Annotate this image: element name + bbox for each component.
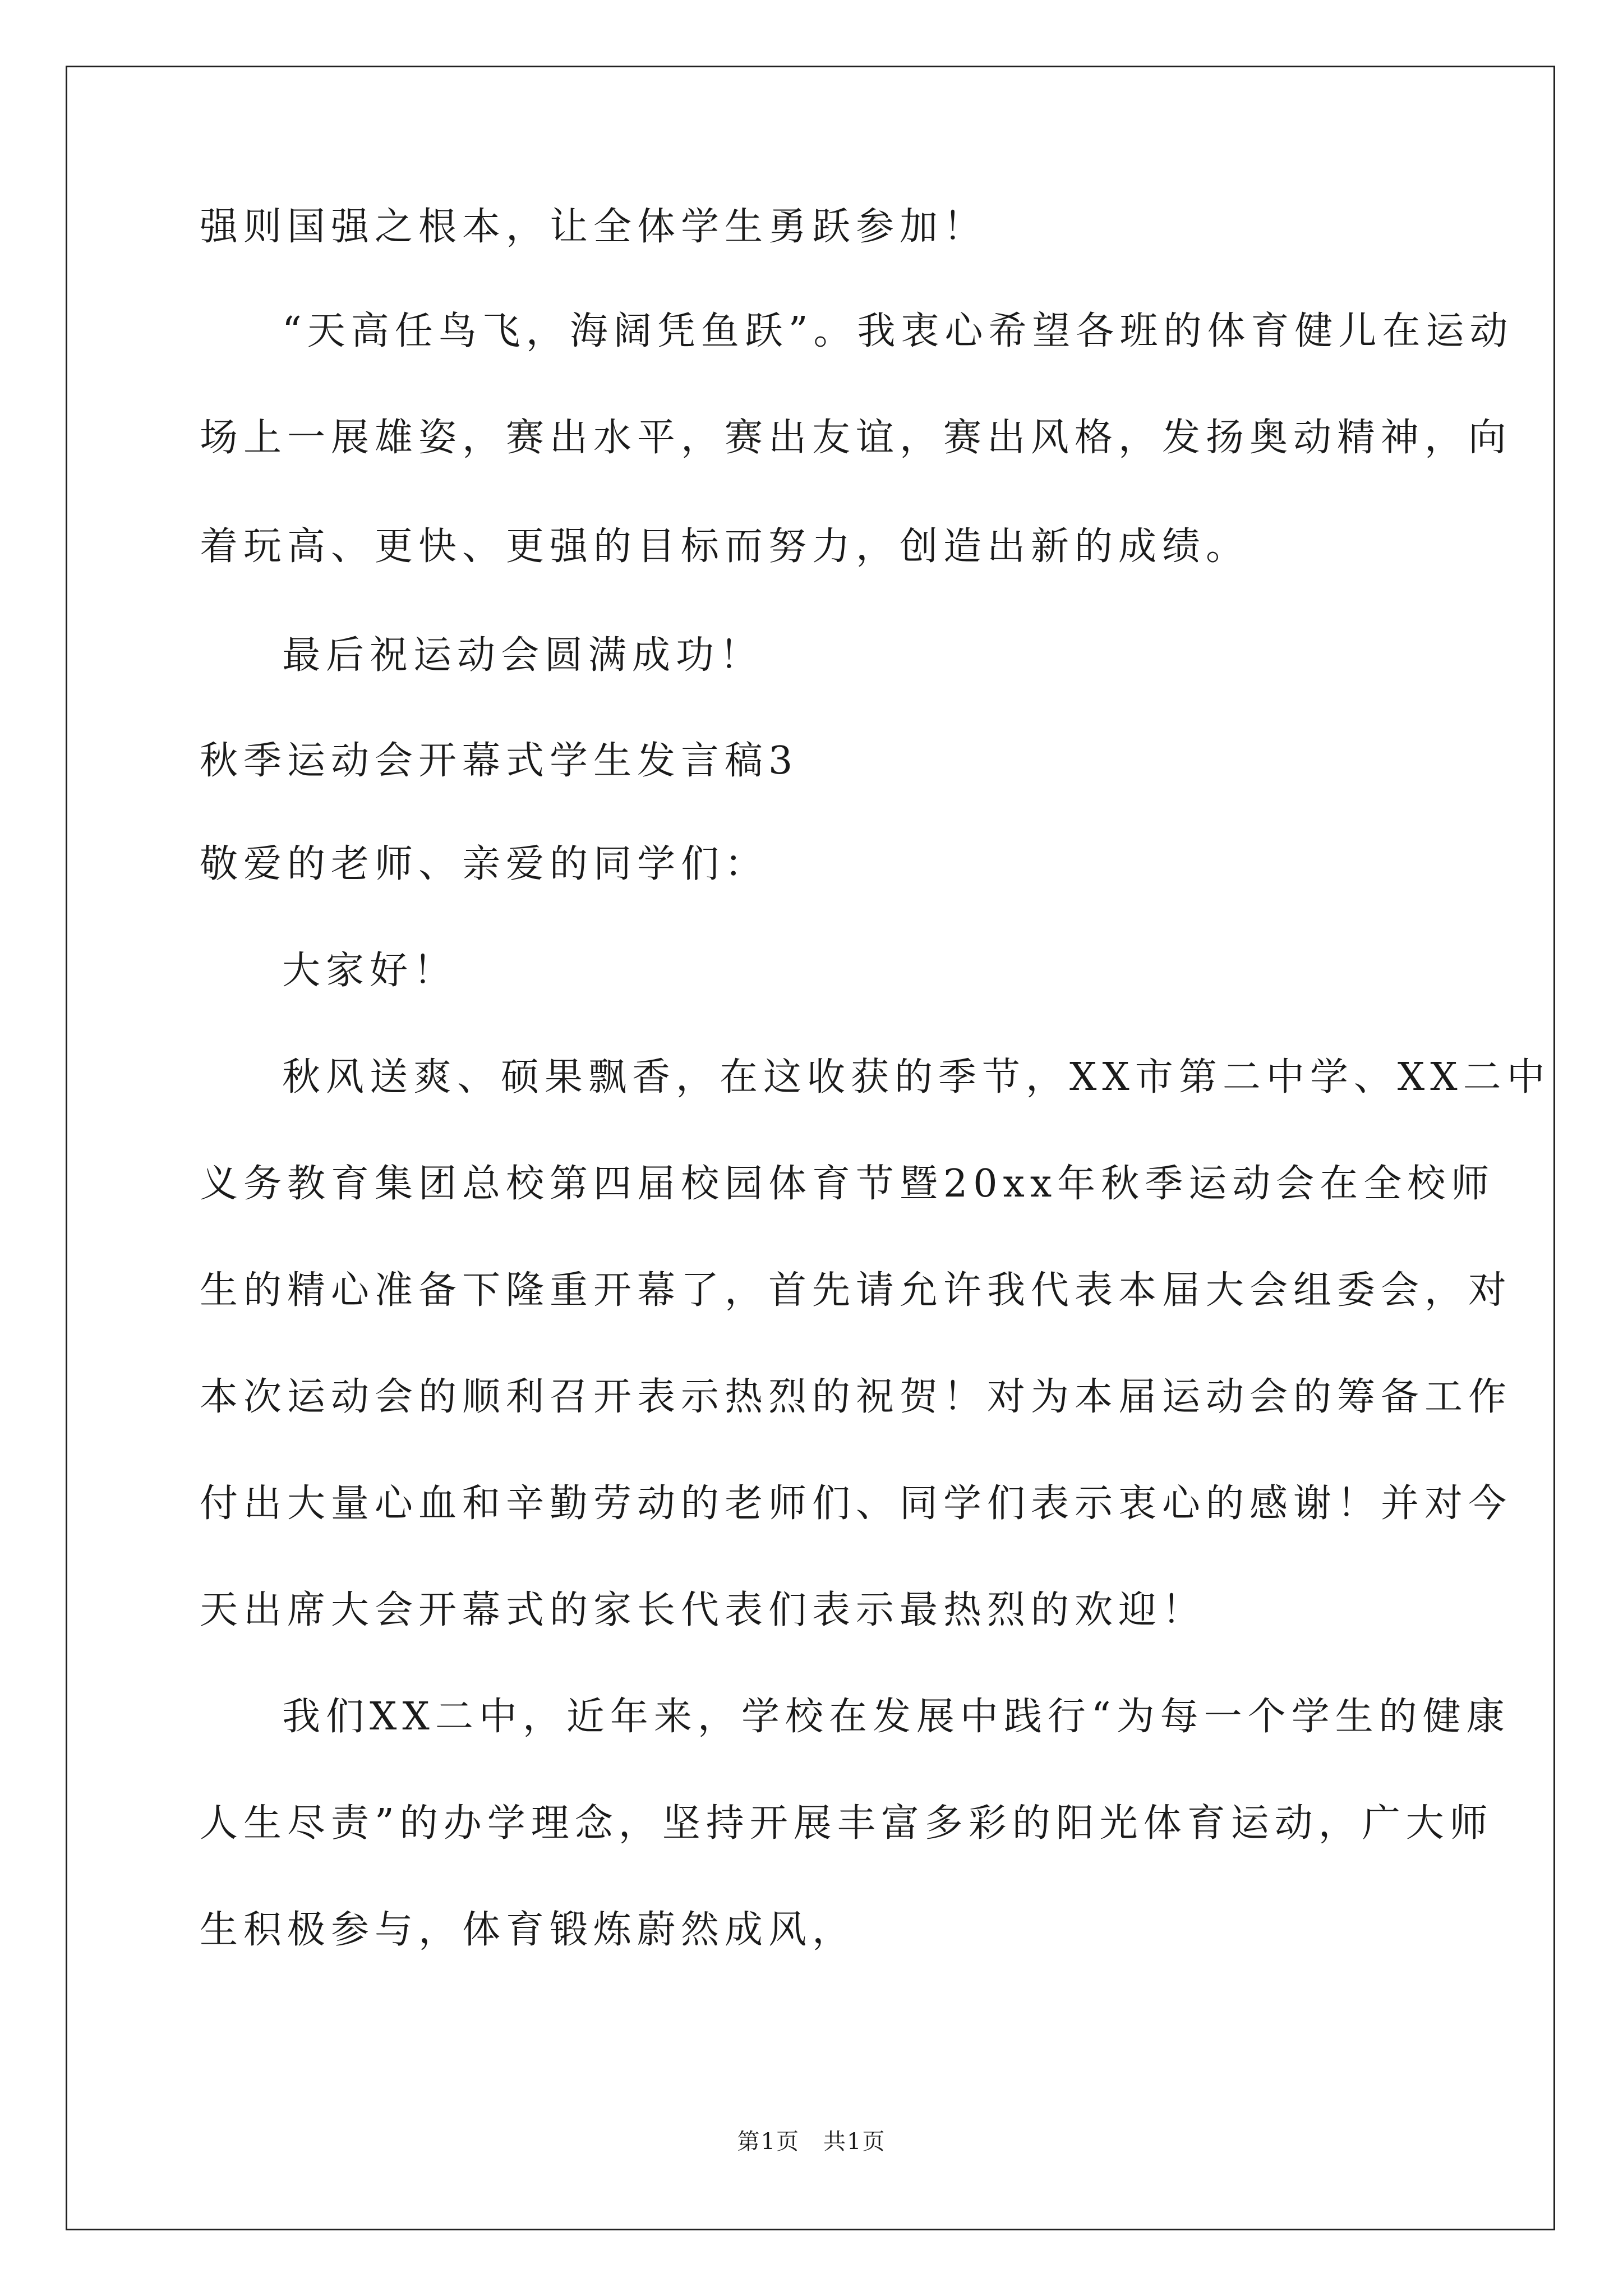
text-line: 人生尽责”的办学理念，坚持开展丰富多彩的阳光体育运动，广大师 <box>200 1801 1493 1846</box>
salutation: 敬爱的老师、亲爱的同学们： <box>200 842 769 886</box>
text-line: 本次运动会的顺利召开表示热烈的祝贺！对为本届运动会的筹备工作 <box>200 1375 1513 1419</box>
section-heading: 秋季运动会开幕式学生发言稿3 <box>200 739 799 783</box>
greeting: 大家好！ <box>282 949 458 993</box>
paragraph-first-line: “天高任鸟飞，海阔凭鱼跃”。我衷心希望各班的体育健儿在运动 <box>282 309 1514 353</box>
text-line: 生的精心准备下隆重开幕了，首先请允许我代表本届大会组委会，对 <box>200 1268 1513 1313</box>
text-line: 场上一展雄姿，赛出水平，赛出友谊，赛出风格，发扬奥动精神，向 <box>200 416 1513 460</box>
paragraph-first-line: 我们XX二中，近年来，学校在发展中践行“为每一个学生的健康 <box>282 1695 1510 1739</box>
text-line: 强则国强之根本，让全体学生勇跃参加！ <box>200 205 988 249</box>
page-number-footer: 第1页 共1页 <box>737 2129 886 2155</box>
text-line: 着玩高、更快、更强的目标而努力，创造出新的成绩。 <box>200 524 1250 569</box>
paragraph-first-line: 秋风送爽、硕果飘香，在这收获的季节，XX市第二中学、XX二中 <box>282 1055 1551 1099</box>
text-line: 生积极参与，体育锻炼蔚然成风， <box>200 1908 856 1952</box>
paragraph-first-line: 最后祝运动会圆满成功！ <box>282 633 764 678</box>
text-line: 付出大量心血和辛勤劳动的老师们、同学们表示衷心的感谢！并对今 <box>200 1481 1513 1526</box>
text-line: 义务教育集团总校第四届校园体育节暨20xx年秋季运动会在全校师 <box>200 1162 1495 1206</box>
text-line: 天出席大会开幕式的家长代表们表示最热烈的欢迎！ <box>200 1588 1206 1632</box>
